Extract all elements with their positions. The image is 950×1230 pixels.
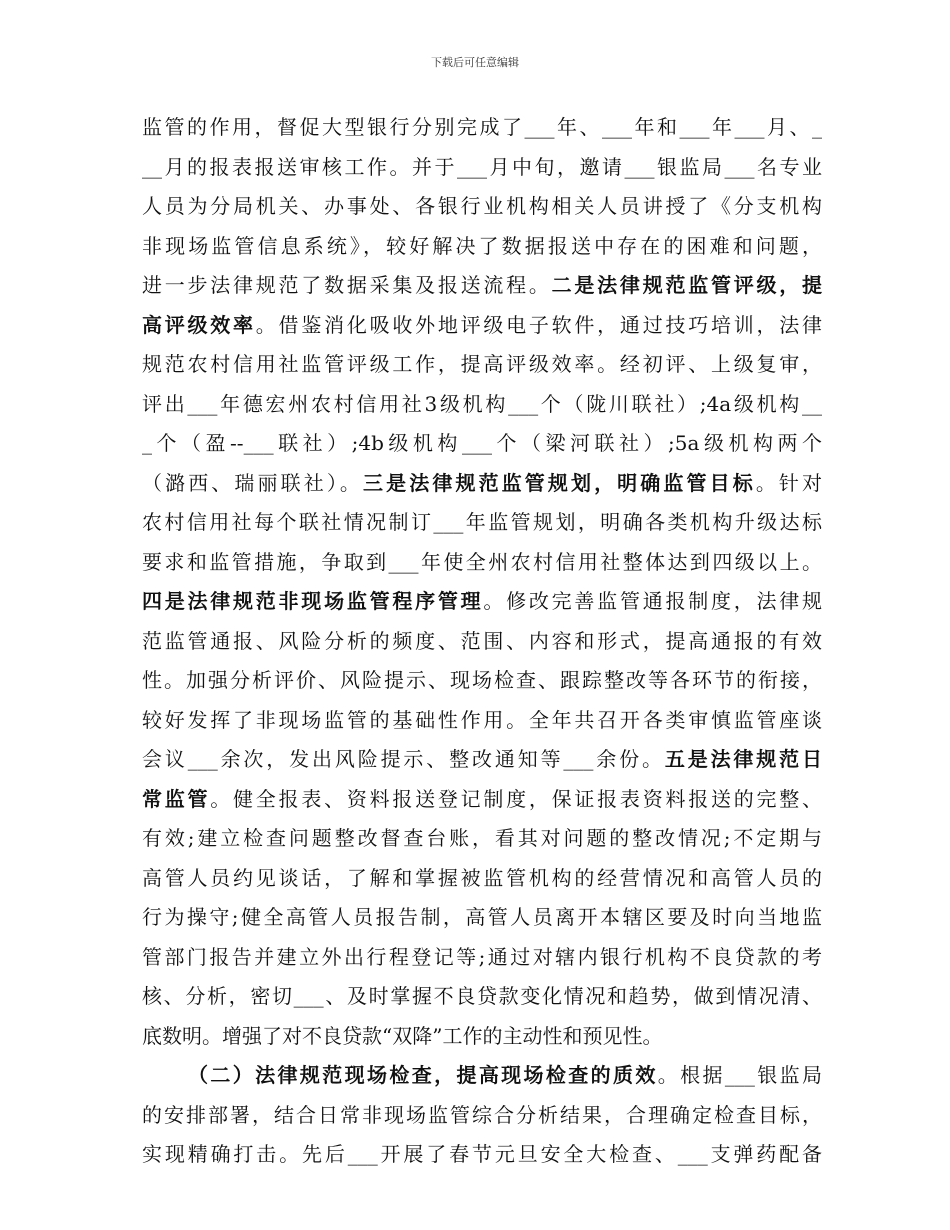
body-text: 管部门报告并建立外出行程登记等;通过对辖内银行机构不良贷款的考 [142,944,822,969]
body-text: 实现精确打击。先后___开展了春节元旦安全大检查、___支弹药配备 [142,1142,822,1166]
body-text: 评出___年德宏州农村信用社3级机构___个（陇川联社）;4a级机构__ [142,391,822,416]
body-text: 要求和监管措施，争取到___年使全州农村信用社整体达到四级以上。 [142,549,822,574]
body-text: __月的报表报送审核工作。并于___月中旬，邀请___银监局___名专业 [142,154,822,179]
text-line [142,859,822,899]
text-line [142,227,822,267]
body-text: 较好发挥了非现场监管的基础性作用。全年共召开各类审慎监管座谈 [142,707,822,732]
bold-heading-text: （二）法律规范现场检查，提高现场检查的质效 [188,1063,658,1087]
text-line [142,187,822,227]
text-line [142,345,822,385]
text-line [142,898,822,938]
body-text: 底数明。增强了对不良贷款“双降”工作的主动性和预见性。 [142,1023,663,1048]
body-text: 有效;建立检查问题整改督查台账，看其对问题的整改情况;不定期与 [142,826,822,850]
body-text: 人员为分局机关、办事处、各银行业机构相关人员讲授了《分支机构 [142,194,822,218]
body-text: 。针对 [755,470,822,495]
body-text: 行为操守;健全高管人员报告制，高管人员离开本辖区要及时向当地监 [142,905,822,929]
body-text: 监管的作用，督促大型银行分别完成了___年、___年和___年___月、_ [142,115,822,139]
bold-heading-text: 高评级效率 [142,312,256,337]
body-text: _个（盈--___联社）;4b级机构___个（梁河联社）;5a级机构两个 [142,431,822,455]
text-line [142,1017,822,1057]
text-line [142,740,822,780]
body-text: 规范农村信用社监管评级工作，提高评级效率。经初评、上级复审， [142,352,822,376]
body-text: 非现场监管信息系统》，较好解决了数据报送中存在的困难和问题， [142,233,822,258]
text-line [142,503,822,543]
bold-heading-text: 三是法律规范监管规划，明确监管目标 [363,470,756,495]
text-line [142,424,822,464]
body-text: 进一步法律规范了数据采集及报送流程。 [142,273,552,297]
text-line [142,938,822,978]
body-text: 。健全报表、资料报送登记制度，保证报表资料报送的完整、 [210,786,822,811]
bold-heading-text: 四是法律规范非现场监管程序管理 [142,589,484,613]
page-header: 下载后可任意编辑 [431,56,519,69]
bold-heading-text: 常监管 [142,786,211,811]
text-line [142,780,822,820]
text-line [142,1096,822,1136]
text-line [142,464,822,504]
text-line [142,582,822,622]
body-text: 。修改完善监管通报制度，法律规 [483,589,822,613]
text-line [142,385,822,425]
text-line [142,306,822,346]
text-line [142,622,822,662]
body-text: （潞西、瑞丽联社）。 [142,470,364,495]
bold-heading-text: 五是法律规范日 [664,747,822,771]
bold-heading-text: 二是法律规范监管评级，提 [551,273,822,297]
text-line [142,148,822,188]
text-line [142,1135,822,1175]
text-line [142,819,822,859]
text-line [142,266,822,306]
document-body [142,108,822,1175]
body-text: 会议___余次，发出风险提示、整改通知等___余份。 [142,747,665,771]
body-text: 的安排部署，结合日常非现场监管综合分析结果，合理确定检查目标， [142,1102,822,1127]
text-line [142,977,822,1017]
body-text: 。借鉴消化吸收外地评级电子软件，通过技巧培训，法律 [255,312,822,337]
text-line [142,661,822,701]
body-text: 高管人员约见谈话，了解和掌握被监管机构的经营情况和高管人员的 [142,865,822,890]
body-text: 性。加强分析评价、风险提示、现场检查、跟踪整改等各环节的衔接， [142,668,822,692]
body-text: 农村信用社每个联社情况制订___年监管规划，明确各类机构升级达标 [142,510,822,534]
text-line [142,108,822,148]
body-text: 范监管通报、风险分析的频度、范围、内容和形式，提高通报的有效 [142,628,822,653]
text-line [142,543,822,583]
text-line [142,1056,822,1096]
body-text: 。根据___银监局 [657,1063,822,1087]
body-text: 核、分析，密切___、及时掌握不良贷款变化情况和趋势，做到情况清、 [142,984,822,1008]
text-line [142,701,822,741]
